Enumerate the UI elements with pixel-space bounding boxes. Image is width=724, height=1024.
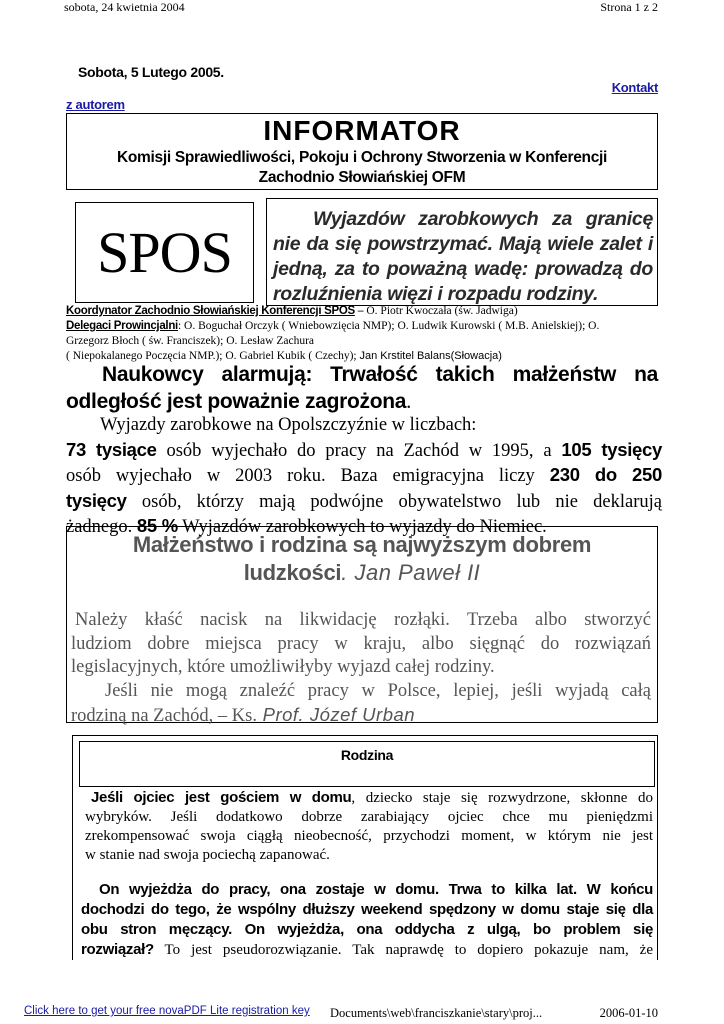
delegates-line-1: : O. Boguchał Orczyk ( Wniebowzięcia NMP); O. Ludwik Kurowski ( M.B. Anielskiej); O. <box>177 320 600 332</box>
stat-text-3: osób, którzy mają podwójne obywatelstwo lub nie deklarują <box>126 491 662 512</box>
family-p2-l4-bold: rozwiązał? <box>81 941 154 958</box>
masthead-subtitle-1: Komisji Sprawiedliwości, Pokoju i Ochrony Stworzenia w Konferencji <box>116 149 608 166</box>
quote-title-2: ludzkości <box>243 560 342 585</box>
family-p1-bold: Jeśli ojciec jest gościem w domu <box>91 789 352 806</box>
family-box <box>72 735 658 960</box>
family-p1-l1: , dziecko staje się rozwydrzone, skłonne do <box>351 790 654 806</box>
headline-line-1: Naukowcy alarmują: Trwałość takich małżeństw na <box>102 363 658 386</box>
quote-p2-l1: Jeśli nie mogą znaleźć pracy w Polsce, lepiej, jeśli wyjadą całą <box>105 680 651 701</box>
headline-line-2: odległość jest poważnie zagrożona <box>66 390 407 413</box>
print-page-number: Strona 1 z 2 <box>600 0 658 14</box>
family-p1-l3: zrekompensować swoja ciągłą nieobecność, przychodzi moment, w którym nie jest <box>85 828 653 844</box>
delegates-last: Jan Krstitel Balans(Słowacja) <box>359 350 502 362</box>
family-heading: Rodzina <box>340 747 394 763</box>
footer-path: Documents\web\franciszkanie\stary\proj... <box>330 1006 543 1020</box>
family-heading-box <box>79 741 655 787</box>
stat-text-1: osób wyjechało do pracy na Zachód w 1995, a <box>156 440 562 461</box>
family-p2-l3: obu stron męczący. On wyjeżdża, ona oddycha z ulgą, bo problem się <box>81 921 653 938</box>
quote-body <box>67 587 657 729</box>
delegates-line-2: Grzegorz Błoch ( św. Franciszek); O. Lesław Zachura <box>66 335 315 347</box>
masthead <box>66 113 658 190</box>
novapdf-link[interactable]: Click here to get your free novaPDF Lite registration key <box>24 1005 314 1017</box>
coordinator-label: Koordynator Zachodnio Słowiańskiej Konferencji SPOS <box>66 305 355 317</box>
delegates-label: Delegaci Prowincjalni <box>66 320 178 332</box>
lead-quote: Wyjazdów zarobkowych za granicę nie da się powstrzymać. Mają wiele zalet i jedną, za to poważną wadę: prowadzą do rozluźnienia więzi i rozpadu rodziny. <box>273 208 653 305</box>
stats-intro: Wyjazdy zarobkowe na Opolszczyźnie w liczbach: <box>100 415 477 435</box>
coordinators <box>66 304 666 364</box>
issue-date: Sobota, 5 Lutego 2005. <box>78 64 224 80</box>
stat-base-unit: tysięcy <box>66 489 127 511</box>
quote-p2-l2: rodziną na Zachód, – Ks. <box>71 706 257 726</box>
spos-logo-box <box>75 202 254 303</box>
lead-quote-box <box>266 198 658 306</box>
stat-1995: 73 tysiące <box>66 438 157 460</box>
quote-p1-l3: legislacyjnych, które umożliwiłyby wyjazd całej rodziny. <box>71 657 495 677</box>
stat-text-4b: Wyjazdów zarobkowych to wyjazdy do Niemiec. <box>177 517 547 537</box>
stat-2003: 105 tysięcy <box>561 438 663 460</box>
quote-p1-l1: Należy kłaść nacisk na likwidację rozłąki. Trzeba albo stworzyć <box>75 610 651 630</box>
family-p1-l2: wybryków. Jeśli dodatkowo dobrze zarabiający ojciec chce mu pieniędzmi <box>85 809 653 825</box>
masthead-subtitle-2: Zachodnio Słowiańskiej OFM <box>258 169 466 186</box>
quote-title-1: Małżeństwo i rodzina są najwyższym dobrem <box>132 532 592 557</box>
quote-author: . Jan Paweł II <box>341 560 481 585</box>
family-p2-l2: dochodzi do tego, że wspólny dłuższy weekend spędzony w domu staje się dla <box>81 901 653 918</box>
stat-base: 230 do 250 <box>549 464 662 485</box>
coordinator-dash: – <box>354 305 367 317</box>
stat-text-2: osób wyjechało w 2003 roku. Baza emigracyjna liczy <box>66 466 550 486</box>
contact-link[interactable]: Kontakt <box>611 80 658 95</box>
masthead-title: INFORMATOR <box>263 115 461 146</box>
stat-germany: 85 % <box>136 515 178 536</box>
spos-logo: SPOS <box>97 220 232 285</box>
quote-p1-l2: ludziom dobre miejsca pracy w kraju, albo sięgnąć do rozwiązań <box>71 633 651 654</box>
headline-period: . <box>406 389 412 413</box>
stats-block <box>66 414 662 540</box>
author-link[interactable]: z autorem <box>66 97 125 112</box>
delegates-line-3: ( Niepokalanego Poczęcia NMP.); O. Gabriel Kubik ( Czechy); <box>66 350 357 362</box>
print-date: sobota, 24 kwietnia 2004 <box>64 0 185 14</box>
family-p2 <box>81 880 653 960</box>
family-p2-l1: On wyjeżdża do pracy, ona zostaje w domu. Trwa to kilka lat. W końcu <box>99 881 653 898</box>
coordinator-name: O. Piotr Kwoczała (św. Jadwiga) <box>366 305 518 317</box>
family-p1 <box>85 788 653 865</box>
headline-line-2-wrap <box>66 388 411 415</box>
stat-text-4a: żadnego. <box>66 517 137 537</box>
quote-p2-author: Prof. Józef Urban <box>256 704 416 725</box>
quote-box <box>66 526 658 726</box>
footer-date: 2006-01-10 <box>599 1006 658 1020</box>
family-p1-l4: w stanie nad swoja pociechą zapanować. <box>85 847 330 863</box>
family-p2-l4: To jest pseudorozwiązanie. Tak naprawdę to dopiero pokazuje nam, że <box>153 942 653 958</box>
